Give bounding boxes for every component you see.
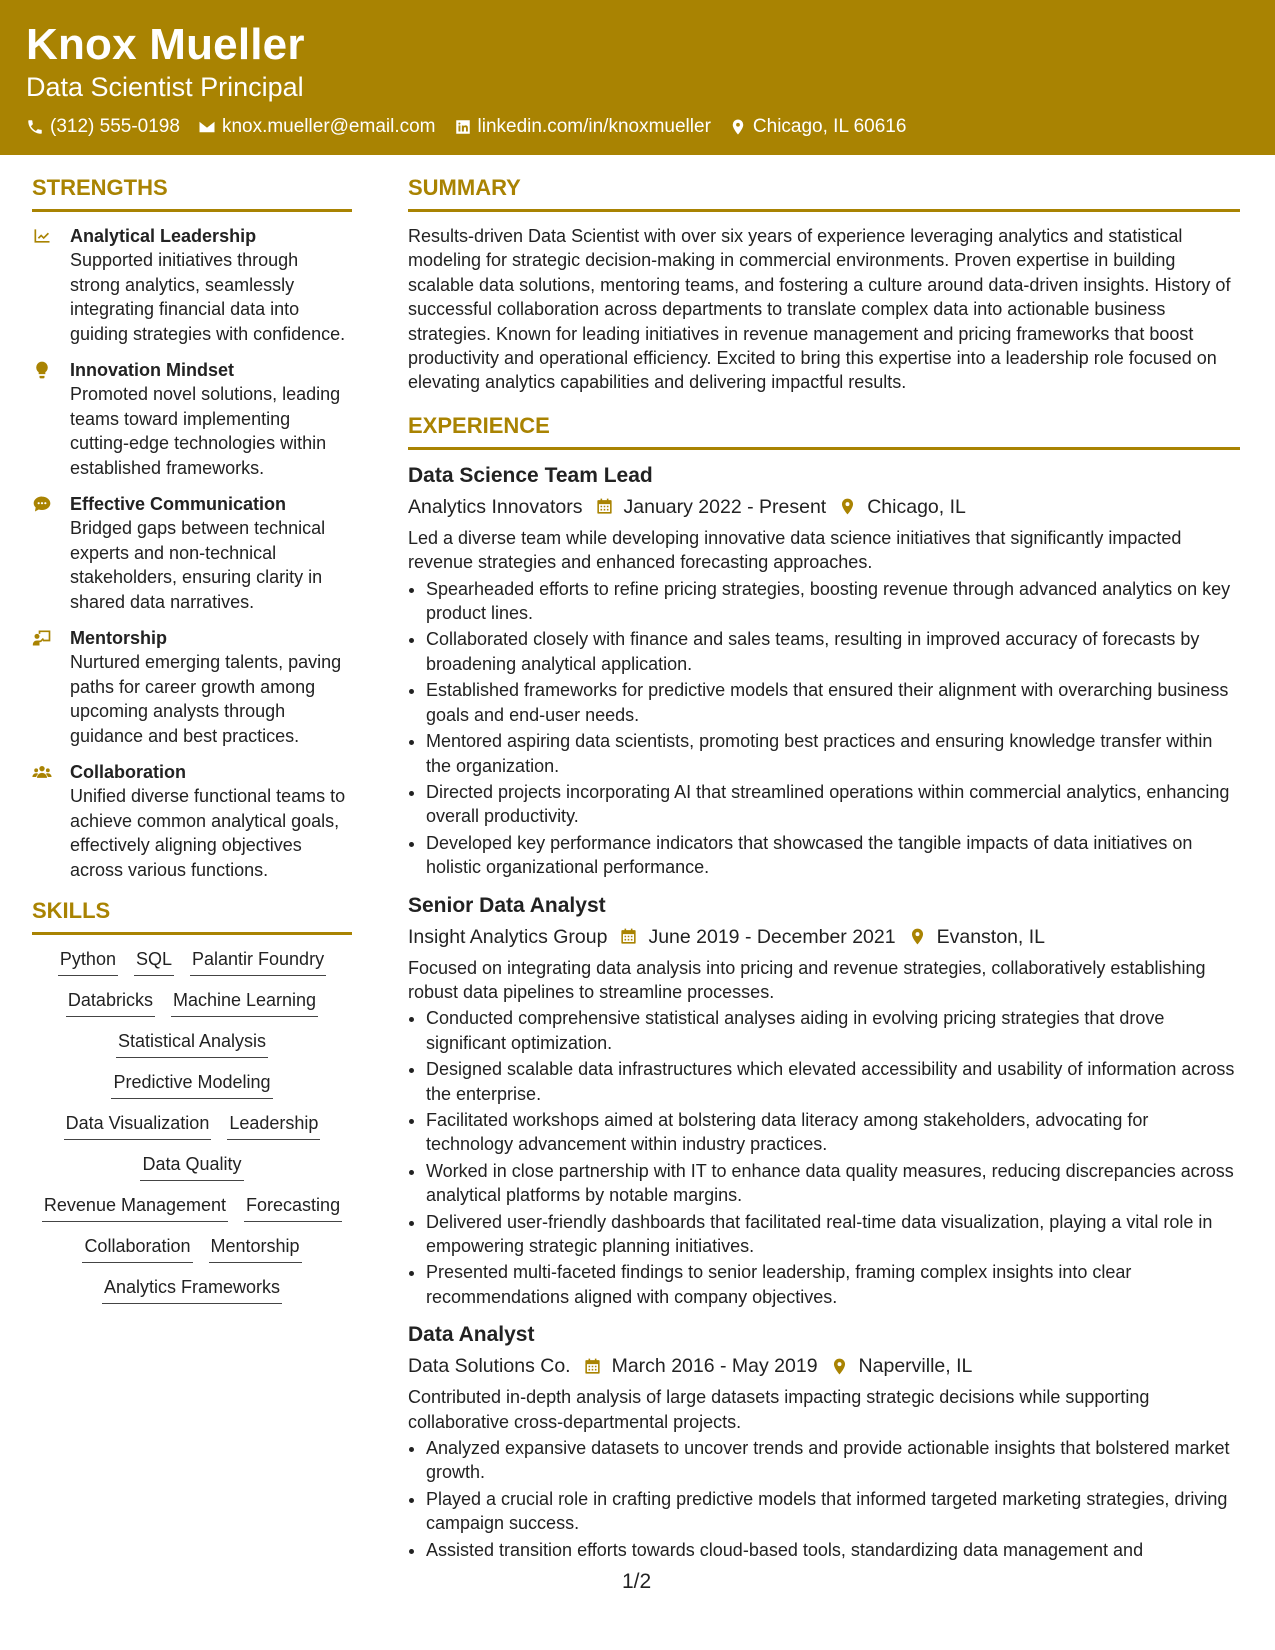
skill-tag: Databricks xyxy=(66,988,155,1017)
bullet-item: • Presented multi-faceted findings to senior leadership, framing complex insights into clear recommendations aligned with company objectives. xyxy=(426,1260,1240,1309)
job-location: Naperville, IL xyxy=(858,1355,973,1378)
bullet-item: • Facilitated workshops aimed at bolstering data literacy among stakeholders, advocating for technology advancement within industry practices. xyxy=(426,1108,1240,1157)
candidate-name: Knox Mueller xyxy=(26,20,305,69)
skills-heading: SKILLS xyxy=(32,898,352,935)
candidate-title: Data Scientist Principal xyxy=(26,72,304,102)
job-location: Chicago, IL xyxy=(867,495,966,518)
job-title: Data Science Team Lead xyxy=(408,463,653,487)
skill-row xyxy=(32,1234,352,1263)
skill-row xyxy=(32,1029,352,1058)
strength-name: Effective Communication xyxy=(70,494,287,514)
skill-tag: Data Quality xyxy=(140,1152,243,1181)
teacher-icon xyxy=(32,628,52,648)
location-text: Chicago, IL 60616 xyxy=(752,116,907,137)
job-dates: June 2019 - December 2021 xyxy=(648,925,896,948)
skill-tag: Analytics Frameworks xyxy=(102,1275,282,1304)
strength-item xyxy=(32,626,352,748)
bullet-item: • Analyzed expansive datasets to uncover trends and provide actionable insights that bolstered market growth. xyxy=(426,1436,1240,1485)
envelope-icon xyxy=(198,118,216,136)
bullet-item: • Assisted transition efforts towards cloud-based tools, standardizing data management and xyxy=(426,1538,1240,1562)
experience-list xyxy=(408,462,1240,1562)
map-pin-icon xyxy=(729,118,747,136)
skill-row xyxy=(32,1111,352,1140)
job-meta xyxy=(408,492,1240,522)
job-bullets xyxy=(408,577,1240,880)
contact-phone[interactable] xyxy=(26,116,180,138)
job-bullets xyxy=(408,1006,1240,1309)
comment-icon xyxy=(32,494,52,514)
right-column xyxy=(408,175,1240,1574)
strength-desc: Supported initiatives through strong analytics, seamlessly integrating financial data into guiding strategies with confidence. xyxy=(70,250,346,344)
linkedin-icon xyxy=(454,118,472,136)
job-location: Evanston, IL xyxy=(936,925,1046,948)
contact-location xyxy=(729,116,907,138)
resume-header xyxy=(0,0,1275,155)
summary-heading: SUMMARY xyxy=(408,175,1240,212)
skill-tag: Palantir Foundry xyxy=(190,947,326,976)
job-description: Contributed in-depth analysis of large datasets impacting strategic decisions while supporting collaborative cross-departmental projects. xyxy=(408,1387,1150,1432)
strength-desc: Nurtured emerging talents, paving paths for career growth among upcoming analysts through guidance and best practices. xyxy=(70,652,342,746)
chart-line-icon xyxy=(32,226,52,246)
job-dates: January 2022 - Present xyxy=(623,495,827,518)
strengths-heading: STRENGTHS xyxy=(32,175,352,212)
skill-tag: Revenue Management xyxy=(42,1193,228,1222)
strength-name: Innovation Mindset xyxy=(70,360,234,380)
strength-item xyxy=(32,760,352,882)
skill-row xyxy=(32,1193,352,1222)
strength-name: Analytical Leadership xyxy=(70,226,257,246)
job-title: Senior Data Analyst xyxy=(408,893,606,917)
skill-tag: Leadership xyxy=(227,1111,320,1140)
page-number: 1/2 xyxy=(622,1570,652,1593)
job-title: Data Analyst xyxy=(408,1323,535,1347)
left-column xyxy=(32,175,352,1316)
users-icon xyxy=(32,762,52,782)
strength-desc: Bridged gaps between technical experts and non-technical stakeholders, ensuring clarity in shared data narratives. xyxy=(70,518,326,612)
strength-desc: Promoted novel solutions, leading teams toward implementing cutting-edge technologies within established frameworks. xyxy=(70,384,341,478)
skill-tag: Forecasting xyxy=(244,1193,342,1222)
job-description: Led a diverse team while developing innovative data science initiatives that significantly impacted revenue strategies and enhanced forecasting approaches. xyxy=(408,527,1182,573)
experience-heading: EXPERIENCE xyxy=(408,413,1240,450)
bullet-item: • Spearheaded efforts to refine pricing strategies, boosting revenue through advanced analytics on key product lines. xyxy=(426,577,1240,626)
calendar-icon xyxy=(583,1357,602,1376)
skill-row xyxy=(32,1275,352,1304)
skills-list xyxy=(32,947,352,1304)
job-company: Data Solutions Co. xyxy=(408,1355,571,1378)
map-pin-icon xyxy=(908,927,927,946)
job-meta xyxy=(408,922,1240,952)
job-company: Insight Analytics Group xyxy=(408,925,608,948)
contact-linkedin[interactable] xyxy=(454,116,711,138)
calendar-icon xyxy=(595,497,614,516)
phone-text: (312) 555-0198 xyxy=(50,116,180,137)
job-dates: March 2016 - May 2019 xyxy=(611,1355,818,1378)
lightbulb-icon xyxy=(32,360,52,380)
skill-tag: Statistical Analysis xyxy=(116,1029,268,1058)
job-entry xyxy=(408,1321,1240,1562)
skill-tag: Collaboration xyxy=(82,1234,192,1263)
skill-tag: SQL xyxy=(134,947,174,976)
phone-icon xyxy=(26,118,44,136)
bullet-item: • Mentored aspiring data scientists, promoting best practices and ensuring knowledge transfer within the organization. xyxy=(426,729,1240,778)
job-entry xyxy=(408,892,1240,1310)
bullet-item: • Worked in close partnership with IT to enhance data quality measures, reducing discrepancies across analytical platforms by notable margins. xyxy=(426,1159,1240,1208)
contact-bar xyxy=(26,116,906,138)
job-entry xyxy=(408,462,1240,880)
skill-tag: Data Visualization xyxy=(64,1111,212,1140)
skill-row xyxy=(32,1070,352,1099)
contact-email[interactable] xyxy=(198,116,436,138)
skill-row xyxy=(32,1152,352,1181)
skill-tag: Mentorship xyxy=(209,1234,302,1263)
bullet-item: • Established frameworks for predictive models that ensured their alignment with overarching business goals and end-user needs. xyxy=(426,678,1240,727)
map-pin-icon xyxy=(830,1357,849,1376)
strength-name: Mentorship xyxy=(70,628,167,648)
job-company: Analytics Innovators xyxy=(408,495,583,518)
strength-item xyxy=(32,492,352,614)
bullet-item: • Directed projects incorporating AI that streamlined operations within commercial analytics, enhancing overall productivity. xyxy=(426,780,1240,829)
skill-row xyxy=(32,947,352,976)
strength-desc: Unified diverse functional teams to achieve common analytical goals, effectively aligning objectives across various functions. xyxy=(70,786,346,880)
calendar-icon xyxy=(619,927,638,946)
summary-text: Results-driven Data Scientist with over six years of experience leveraging analytics and statistical modeling for strategic decision-making in commercial environments. Proven expertise in building scalable data solutions, mentoring teams, and fostering a culture around data-driven insights. History of successful collaboration across departments to translate complex data into actionable business strategies. Known for leading initiatives in revenue management and pricing frameworks that boost productivity and operational efficiency. Excited to bring this expertise into a leadership role focused on elevating analytics capabilities and delivering impactful results. xyxy=(408,226,1231,393)
bullet-item: • Conducted comprehensive statistical analyses aiding in evolving pricing strategies that drove significant optimization. xyxy=(426,1006,1240,1055)
skill-tag: Machine Learning xyxy=(171,988,318,1017)
bullet-item: • Developed key performance indicators that showcased the tangible impacts of data initiatives on holistic organizational performance. xyxy=(426,831,1240,880)
job-bullets xyxy=(408,1436,1240,1562)
bullet-item: • Delivered user-friendly dashboards that facilitated real-time data visualization, playing a vital role in empowering strategic planning initiatives. xyxy=(426,1210,1240,1259)
job-meta xyxy=(408,1351,1240,1381)
bullet-item: • Designed scalable data infrastructures which elevated accessibility and usability of information across the enterprise. xyxy=(426,1057,1240,1106)
skill-row xyxy=(32,988,352,1017)
strength-item xyxy=(32,224,352,346)
job-description: Focused on integrating data analysis into pricing and revenue strategies, collaboratively establishing robust data pipelines to streamline processes. xyxy=(408,957,1206,1002)
bullet-item: • Collaborated closely with finance and sales teams, resulting in improved accuracy of forecasts by broadening analytical application. xyxy=(426,627,1240,676)
linkedin-text: linkedin.com/in/knoxmueller xyxy=(477,116,711,137)
bullet-item: • Played a crucial role in crafting predictive models that informed targeted marketing strategies, driving campaign success. xyxy=(426,1487,1240,1536)
map-pin-icon xyxy=(838,497,857,516)
skill-tag: Python xyxy=(58,947,118,976)
email-text: knox.mueller@email.com xyxy=(221,116,436,137)
strength-item xyxy=(32,358,352,480)
skill-tag: Predictive Modeling xyxy=(111,1070,272,1099)
strength-name: Collaboration xyxy=(70,762,186,782)
